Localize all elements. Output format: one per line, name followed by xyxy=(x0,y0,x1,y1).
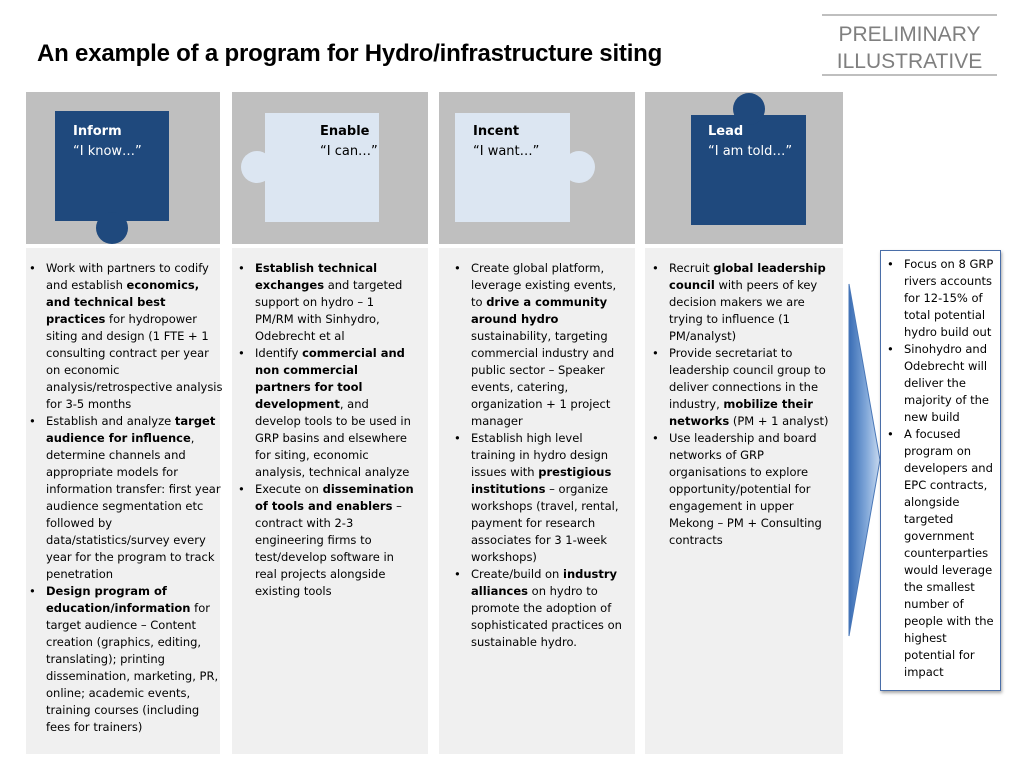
stamp-line-2: ILLUSTRATIVE xyxy=(836,50,983,73)
bullet-item xyxy=(26,260,226,413)
stage-name: Lead xyxy=(708,124,744,139)
bullet-text: Create/build on xyxy=(471,567,563,581)
bullet-item xyxy=(451,430,629,566)
bullet-text: and targeted support on hydro – 1 PM/RM with Sinhydro, Odebrecht et al xyxy=(255,278,403,343)
bullet-list-lead xyxy=(649,260,831,549)
piece-label-lead xyxy=(708,122,792,162)
chevron-arrow-icon xyxy=(846,282,882,638)
summary-box xyxy=(880,250,1001,691)
bullet-text: Establish technical exchanges xyxy=(255,261,378,292)
piece-knob xyxy=(96,212,128,244)
bullet-text: – contract with 2-3 engineering firms to test/develop software in real projects alongside existing tools xyxy=(255,499,402,598)
bullet-text: dissemination of tools and enablers xyxy=(255,482,414,513)
bullet-text: Use leadership and board networks of GRP organisations to explore opportunity/potential for engagement in upper Mekong – PM + Consulting contracts xyxy=(669,431,822,547)
summary-item: • Focus on 8 GRP rivers accounts for 12-15% of total potential hydro build out xyxy=(884,256,999,341)
bullet-item xyxy=(649,430,831,549)
stage-name: Inform xyxy=(73,124,122,139)
bullet-item xyxy=(26,413,226,583)
bullet-item xyxy=(451,566,629,651)
bullet-item xyxy=(235,481,415,600)
piece-knob xyxy=(563,151,595,183)
bullet-text: sustainability, targeting commercial industry and public sector – Speaker events, catering, organization + 1 project manager xyxy=(471,329,615,428)
stage-quote: “I know…” xyxy=(73,144,142,159)
bullet-text: industry alliances xyxy=(471,567,618,598)
bullet-text: – organize workshops (travel, rental, payment for research associates for 3 1-week workshops) xyxy=(471,482,619,564)
bullet-text: , determine channels and appropriate models for information transfer: first year audience segmentation etc followed by data/statistics/survey every year for the program to track penetration xyxy=(46,431,221,581)
bullet-text: economics, and technical best practices xyxy=(46,278,200,326)
bullet-text: Design program of education/information xyxy=(46,584,191,615)
summary-item: • A focused program on developers and EPC contracts, alongside targeted government counterparties would leverage the smallest number of people with the highest potential for impact xyxy=(884,426,999,681)
summary-item: • Sinohydro and Odebrecht will deliver the majority of the new build xyxy=(884,341,999,426)
bullet-text: , and develop tools to be used in GRP basins and elsewhere for siting, economic analysis, technical analyze xyxy=(255,397,411,479)
bullet-text: drive a community around hydro xyxy=(471,295,608,326)
bullet-list-incent xyxy=(451,260,629,651)
stage-name: Enable xyxy=(320,124,370,139)
bullet-text: commercial and non commercial partners for tool development xyxy=(255,346,405,411)
bullet-text: Identify xyxy=(255,346,303,360)
bullet-text: Establish and analyze xyxy=(46,414,175,428)
bullet-item xyxy=(451,260,629,430)
bullet-text: for hydropower siting and design (1 FTE + 1 consulting contract per year on economic analysis/retrospective analysis for 3-5 months xyxy=(46,312,223,411)
stage-quote: “I am told…” xyxy=(708,144,793,159)
stage-quote: “I can…” xyxy=(320,144,378,159)
preliminary-stamp xyxy=(822,14,997,76)
bullet-item xyxy=(26,583,226,736)
bullet-list-inform xyxy=(26,260,226,736)
stage-name: Incent xyxy=(473,124,520,139)
page-title: An example of a program for Hydro/infrastructure siting xyxy=(37,40,663,67)
bullet-text: mobilize their networks xyxy=(669,397,813,428)
bullet-text: Recruit xyxy=(669,261,714,275)
summary-list xyxy=(884,256,999,681)
stage-quote: “I want…” xyxy=(473,144,540,159)
piece-knob xyxy=(241,151,273,183)
bullet-text: Work with partners to codify and establish xyxy=(46,261,209,292)
bullet-text: on hydro to promote the adoption of sophisticated practices on sustainable hydro. xyxy=(471,584,622,649)
bullet-text: for target audience – Content creation (graphics, editing, translating); printing dissemination, marketing, PR, online; academic events, training courses (including fees for trainers) xyxy=(46,601,219,734)
bullet-item xyxy=(649,260,831,345)
bullet-text: Create global platform, leverage existing events, to xyxy=(471,261,617,309)
bullet-text: global leadership council xyxy=(669,261,826,292)
piece-label-incent xyxy=(473,122,539,162)
bullet-text: Establish high level training in hydro design issues with xyxy=(471,431,609,479)
bullet-item xyxy=(235,345,415,481)
bullet-text: Provide secretariat to leadership council group to deliver connections in the industry, xyxy=(669,346,826,411)
piece-label-enable xyxy=(320,122,378,162)
stamp-line-1: PRELIMINARY xyxy=(838,23,981,46)
bullet-text: with peers of key decision makers we are trying to influence (1 PM/analyst) xyxy=(669,278,818,343)
bullet-text: prestigious institutions xyxy=(471,465,612,496)
bullet-item xyxy=(649,345,831,430)
bullet-text: target audience for influence xyxy=(46,414,216,445)
bullet-text: Execute on xyxy=(255,482,323,496)
piece-label-inform xyxy=(73,122,142,162)
piece-knob xyxy=(733,93,765,125)
bullet-item xyxy=(235,260,415,345)
bullet-list-enable xyxy=(235,260,415,600)
bullet-text: (PM + 1 analyst) xyxy=(729,414,829,428)
